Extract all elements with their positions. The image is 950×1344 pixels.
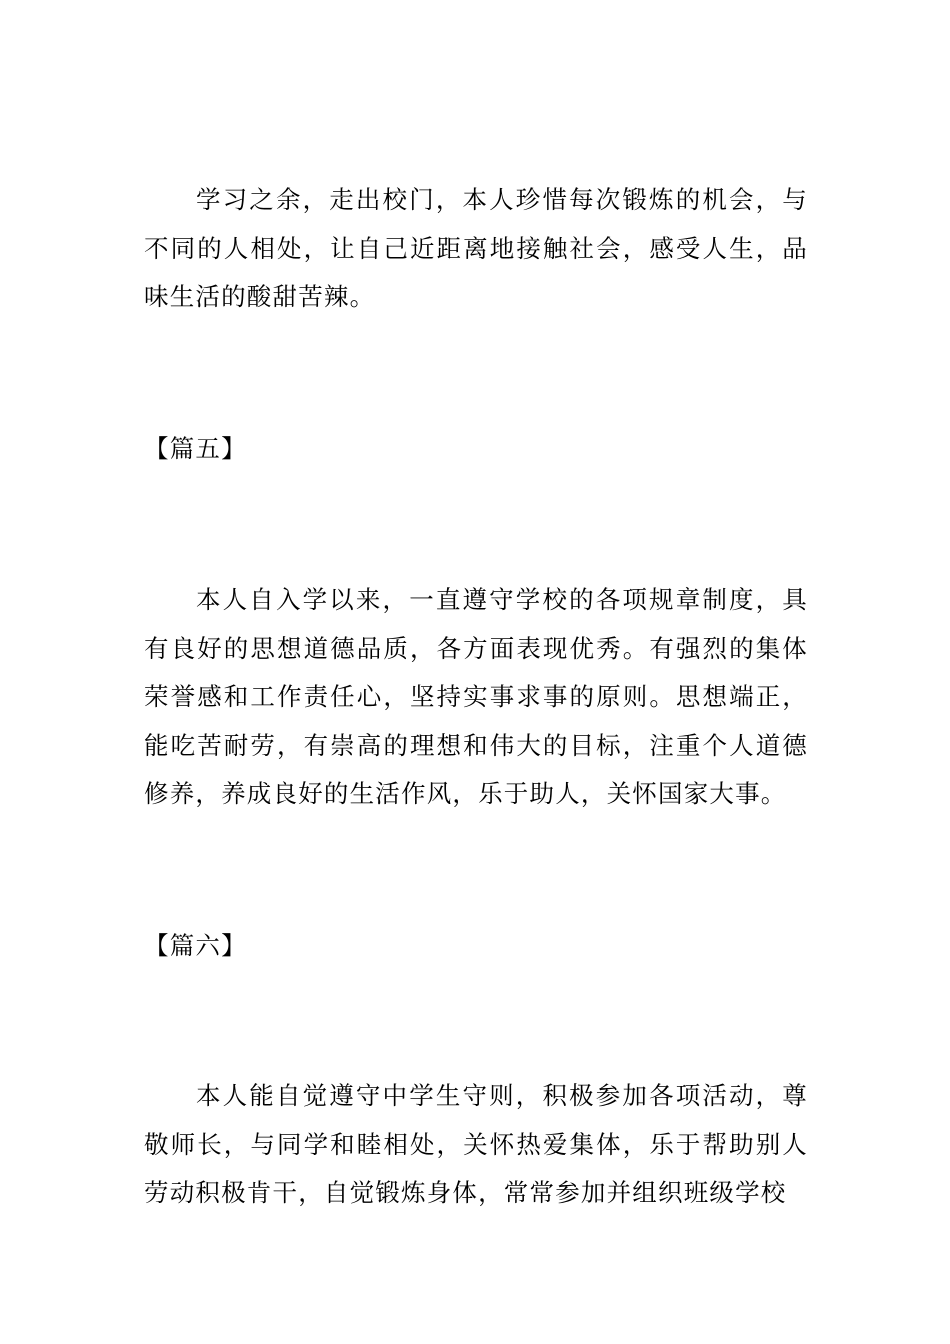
- section-heading-six: 【篇六】: [144, 931, 247, 960]
- section-heading-five: 【篇五】: [144, 434, 247, 463]
- paragraph-self-evaluation-six: 本人能自觉遵守中学生守则，积极参加各项活动，尊敬师长，与同学和睦相处，关怀热爱集体，乐于帮助别人劳动积极肯干，自觉锻炼身体，常常参加并组织班级学校: [144, 1081, 808, 1208]
- paragraph-study-life: 学习之余，走出校门，本人珍惜每次锻炼的机会，与不同的人相处，让自己近距离地接触社会，感受人生，品味生活的酸甜苦辣。: [144, 185, 808, 312]
- paragraph-self-evaluation-five: 本人自入学以来，一直遵守学校的各项规章制度，具有良好的思想道德品质，各方面表现优秀。有强烈的集体荣誉感和工作责任心，坚持实事求事的原则。思想端正，能吃苦耐劳，有崇高的理想和伟大的目标，注重个人道德修养，养成良好的生活作风，乐于助人，关怀国家大事。: [144, 585, 808, 809]
